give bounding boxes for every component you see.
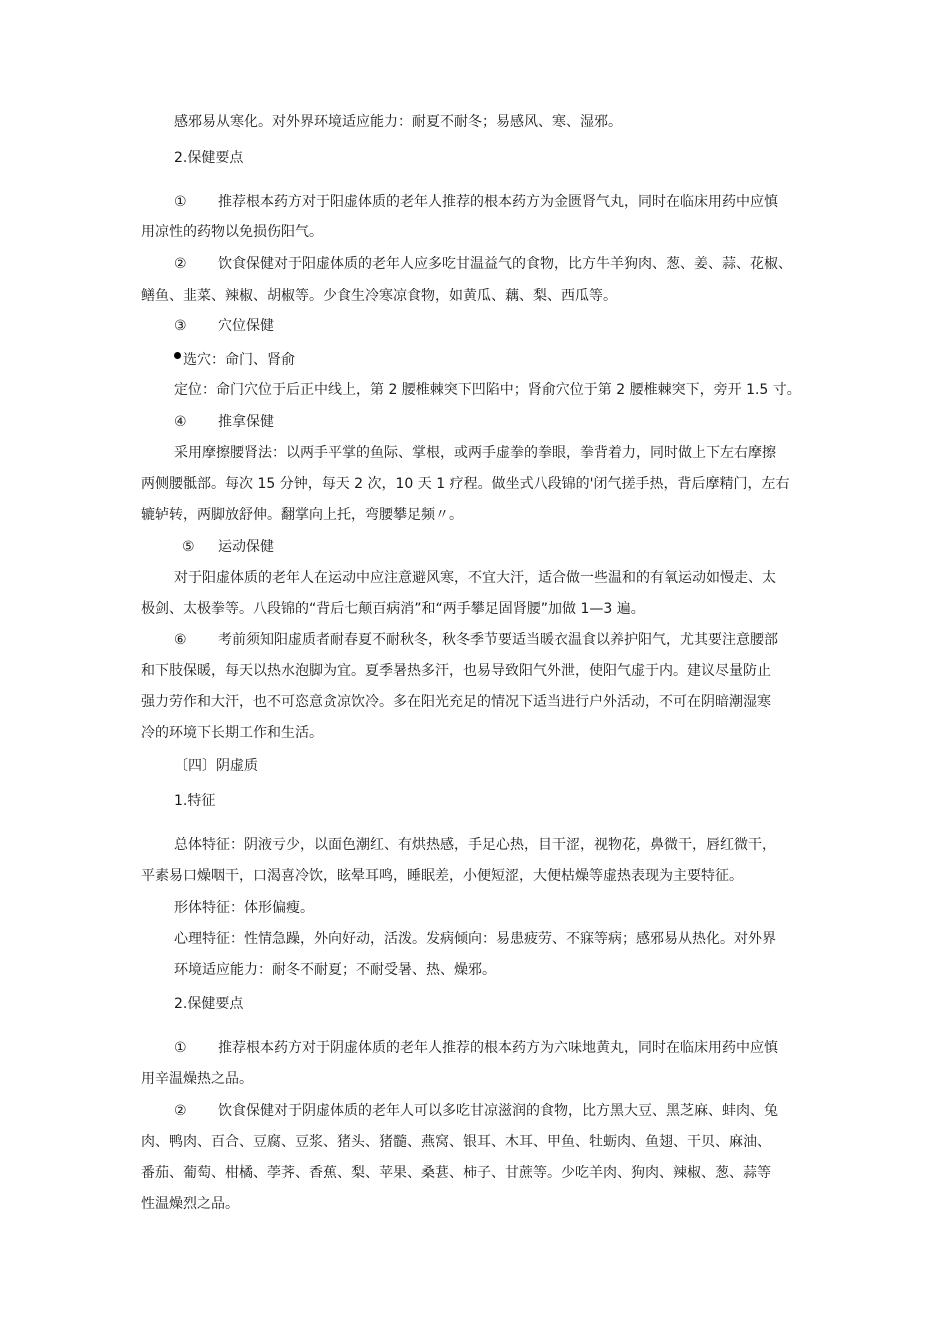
list-item-2 <box>174 254 792 274</box>
paragraph-line: 强力劳作和大汗，也不可恣意贪凉饮冷。多在阳光充足的情况下适当进行户外活动，不可在阴暗潮湿寒 <box>141 694 771 710</box>
bullet-text: 选穴：命门、肾俞 <box>183 352 295 368</box>
bullet-item <box>174 350 295 370</box>
list-marker: ⑤ <box>182 539 195 555</box>
list-item-6 <box>174 630 778 650</box>
paragraph-line: 心理特征：性情急躁，外向好动，活泼。发病倾向：易患疲劳、不寐等病；感邪易从热化。对外界 <box>174 931 776 947</box>
paragraph-line: 平素易口燥咽干，口渴喜冷饮，眩晕耳鸣，睡眠差，小便短涩，大便枯燥等虚热表现为主要特征。 <box>141 868 743 884</box>
list-text: 饮食保健对于阳虚体质的老年人应多吃甘温益气的食物，比方牛羊狗肉、葱、姜、蒜、花椒、 <box>218 256 792 272</box>
list-marker: ① <box>174 1040 187 1056</box>
list-marker: ⑥ <box>174 632 187 648</box>
paragraph-line: 用凉性的药物以免损伤阳气。 <box>141 224 323 240</box>
paragraph-line: 番茄、葡萄、柑橘、荸荠、香蕉、梨、苹果、桑葚、柿子、甘蔗等。少吃羊肉、狗肉、辣椒、葱、蒜等 <box>141 1165 771 1181</box>
list-item-3 <box>174 316 274 336</box>
list-text: 穴位保健 <box>218 318 274 334</box>
paragraph-line: 对于阳虚体质的老年人在运动中应注意避风寒，不宜大汗，适合做一些温和的有氧运动如慢走、太 <box>174 570 776 586</box>
paragraph-line: 冷的环境下长期工作和生活。 <box>141 725 323 741</box>
list-marker: ② <box>174 256 187 272</box>
section-heading: 2.保健要点 <box>174 150 244 166</box>
list-marker: ② <box>174 1103 187 1119</box>
paragraph-line: 环境适应能力：耐冬不耐夏；不耐受暑、热、燥邪。 <box>174 962 496 978</box>
list-text: 推荐根本药方对于阳虚体质的老年人推荐的根本药方为金匮肾气丸，同时在临床用药中应慎 <box>218 194 778 210</box>
list-item-1 <box>174 1038 778 1058</box>
paragraph-line: 极剑、太极拳等。八段锦的“背后七颠百病消”和“两手攀足固肾腰”加做 1—3 遍。 <box>141 601 645 617</box>
section-heading: 2.保健要点 <box>174 996 244 1012</box>
paragraph-line: 定位：命门穴位于后正中线上，第 2 腰椎棘突下凹陷中；肾俞穴位于第 2 腰椎棘突下，旁开 1.5 寸。 <box>174 382 801 398</box>
paragraph-line: 肉、鸭肉、百合、豆腐、豆浆、猪头、猪髓、燕窝、银耳、木耳、甲鱼、牡蛎肉、鱼翅、干贝、麻油、 <box>141 1134 771 1150</box>
list-item-2 <box>174 1101 778 1121</box>
list-text: 推荐根本药方对于阴虚体质的老年人推荐的根本药方为六味地黄丸，同时在临床用药中应慎 <box>218 1040 778 1056</box>
paragraph-line: 鳝鱼、韭菜、辣椒、胡椒等。少食生冷寒凉食物，如黄瓜、藕、梨、西瓜等。 <box>141 288 617 304</box>
list-item-1 <box>174 192 778 212</box>
paragraph-line: 采用摩擦腰肾法：以两手平掌的鱼际、掌根，或两手虚拳的拳眼，拳背着力，同时做上下左右摩擦 <box>174 445 776 461</box>
list-text: 运动保健 <box>218 539 274 555</box>
list-marker: ③ <box>174 318 187 334</box>
paragraph-line: 形体特征：体形偏瘦。 <box>174 900 314 916</box>
list-item-4 <box>174 412 274 432</box>
paragraph-line: 和下肢保暖，每天以热水泡脚为宜。夏季暑热多汗，也易导致阳气外泄，使阳气虚于内。建议尽量防止 <box>141 663 771 679</box>
list-marker: ① <box>174 194 187 210</box>
paragraph-line: 辘轳转，两脚放舒伸。翻掌向上托，弯腰攀足频〃。 <box>141 507 463 523</box>
list-item-5 <box>174 537 274 557</box>
bullet-icon <box>174 352 181 359</box>
paragraph-line: 总体特征：阴液亏少，以面色潮红、有烘热感，手足心热，目干涩，视物花，鼻微干，唇红微干， <box>174 837 776 853</box>
section-heading: 〔四〕阴虚质 <box>174 758 258 774</box>
list-text: 推拿保健 <box>218 414 274 430</box>
paragraph-line: 感邪易从寒化。对外界环境适应能力：耐夏不耐冬；易感风、寒、湿邪。 <box>174 114 622 130</box>
paragraph-line: 两侧腰骶部。每次 15 分钟，每天 2 次，10 天 1 疗程。做坐式八段锦的'闭气搓手热，背后摩精门，左右 <box>141 476 790 492</box>
paragraph-line: 用辛温燥热之品。 <box>141 1071 253 1087</box>
section-heading: 1.特征 <box>174 793 216 809</box>
paragraph-line: 性温燥烈之品。 <box>141 1196 239 1212</box>
list-marker: ④ <box>174 414 187 430</box>
list-text: 饮食保健对于阴虚体质的老年人可以多吃甘凉滋润的食物，比方黑大豆、黑芝麻、蚌肉、兔 <box>218 1103 778 1119</box>
list-text: 考前须知阳虚质者耐春夏不耐秋冬，秋冬季节要适当暖衣温食以养护阳气，尤其要注意腰部 <box>218 632 778 648</box>
